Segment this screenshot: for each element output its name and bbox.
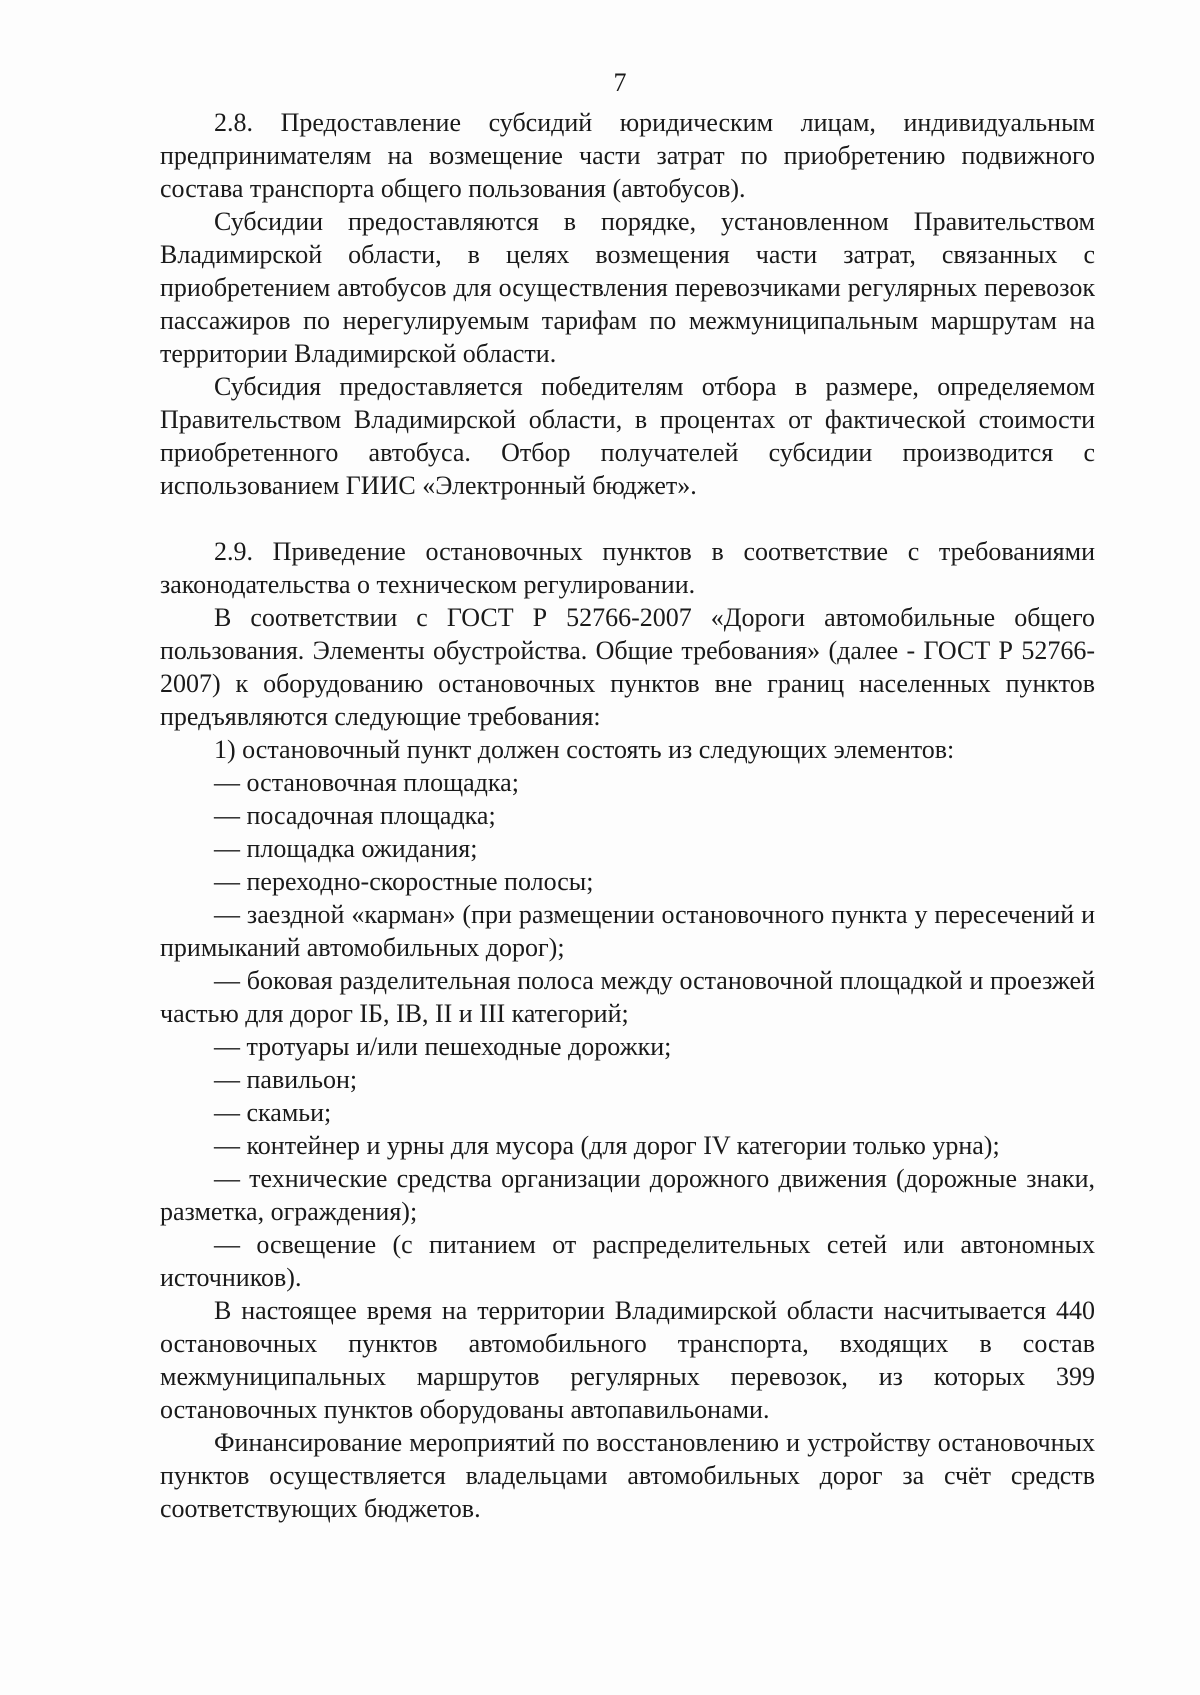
list-item: — боковая разделительная полоса между остановочной площадкой и проезжей частью для дорог IБ, IВ, II и III категорий; [160,966,1095,1028]
list-item: — переходно-скоростные полосы; [214,867,594,896]
list-intro: 1) остановочный пункт должен состоять из следующих элементов: [214,735,955,764]
paragraph-subsidy-size: Субсидия предоставляется победителям отбора в размере, определяемом Правительством Владимирской области, в процентах от фактической стоимости приобретенного автобуса. Отбор получателей субсидии производится с использованием ГИИС «Электронный бюджет». [160,372,1095,500]
paragraph-financing: Финансирование мероприятий по восстановлению и устройству остановочных пунктов осуществляется владельцами автомобильных дорог за счёт средств соответствующих бюджетов. [160,1428,1095,1523]
list-item: — скамьи; [214,1098,332,1127]
document-body [160,106,1095,1525]
list-item: — заездной «карман» (при размещении остановочного пункта у пересечений и примыканий автомобильных дорог); [160,900,1095,962]
list-item: — контейнер и урны для мусора (для дорог IV категории только урна); [214,1131,1000,1160]
list-item: — павильон; [214,1065,358,1094]
paragraph-stops-count: В настоящее время на территории Владимирской области насчитывается 440 остановочных пунктов автомобильного транспорта, входящих в состав межмуниципальных маршрутов регулярных перевозок, из которых 399 остановочных пунктов оборудованы автопавильонами. [160,1296,1095,1424]
list-item: — площадка ожидания; [214,834,478,863]
list-item: — освещение (с питанием от распределительных сетей или автономных источников). [160,1230,1095,1292]
section-heading-2-9: 2.9. Приведение остановочных пунктов в соответствие с требованиями законодательства о техническом регулировании. [160,537,1095,599]
list-item: — остановочная площадка; [214,768,519,797]
list-item: — тротуары и/или пешеходные дорожки; [214,1032,672,1061]
paragraph-subsidy-procedure: Субсидии предоставляются в порядке, установленном Правительством Владимирской области, в целях возмещения части затрат, связанных с приобретением автобусов для осуществления перевозчиками регулярных перевозок пассажиров по нерегулируемым тарифам по межмуниципальным маршрутам на территории Владимирской области. [160,207,1095,368]
section-heading-2-8: 2.8. Предоставление субсидий юридическим лицам, индивидуальным предпринимателям на возмещение части затрат по приобретению подвижного состава транспорта общего пользования (автобусов). [160,108,1095,203]
paragraph-gost-requirements: В соответствии с ГОСТ Р 52766-2007 «Дороги автомобильные общего пользования. Элементы обустройства. Общие требования» (далее - ГОСТ Р 52766-2007) к оборудованию остановочных пунктов вне границ населенных пунктов предъявляются следующие требования: [160,603,1095,731]
page-number: 7 [613,68,627,97]
list-item: — посадочная площадка; [214,801,496,830]
list-item: — технические средства организации дорожного движения (дорожные знаки, разметка, ограждения); [160,1164,1095,1226]
